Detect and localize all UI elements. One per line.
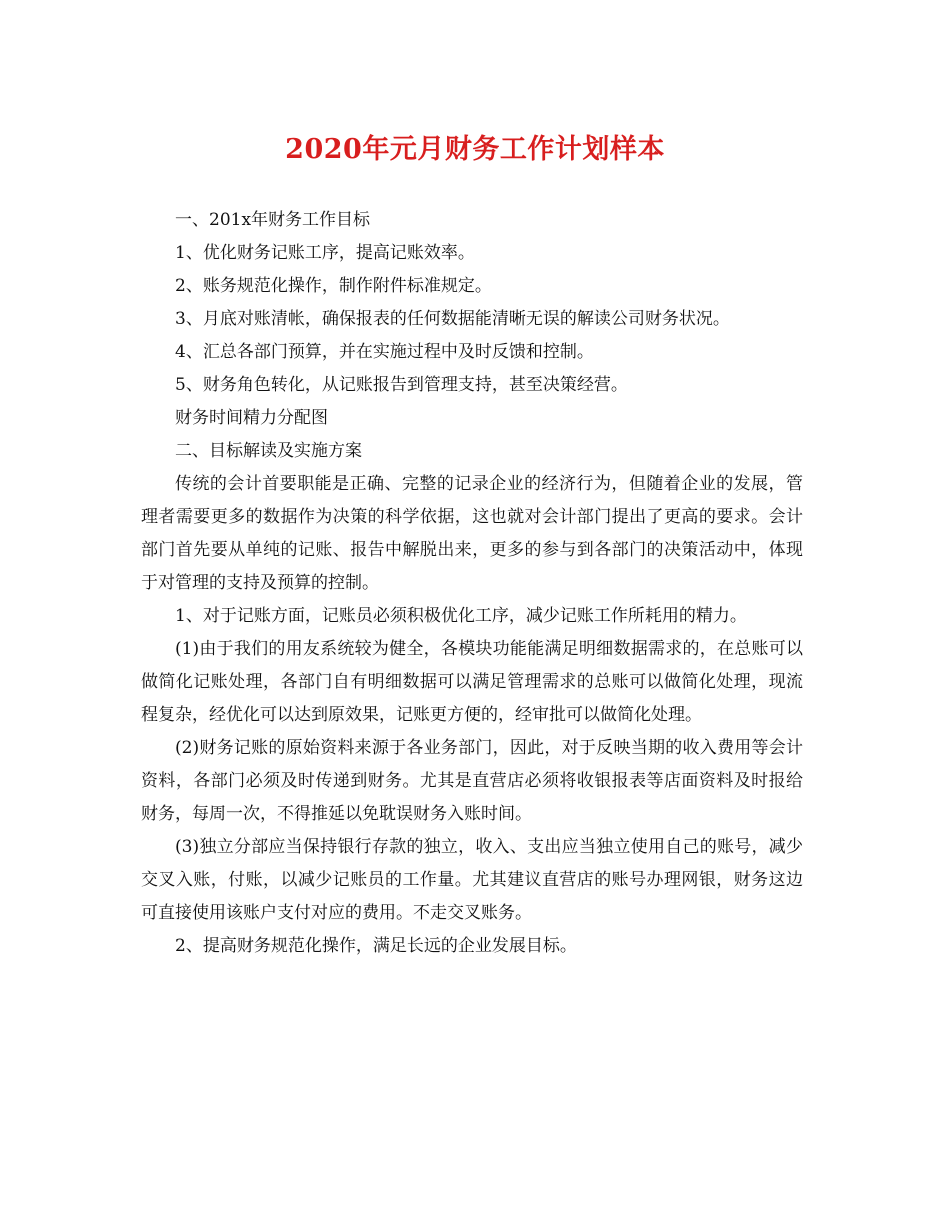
plan-subitem-2: (2)财务记账的原始资料来源于各业务部门，因此，对于反映当期的收入费用等会计资料，各部门必须及时传递到财务。尤其是直营店必须将收银报表等店面资料及时报给财务，每周一次，不得推延以免耽误财务入账时间。 <box>141 738 803 824</box>
intro-paragraph: 传统的会计首要职能是正确、完整的记录企业的经济行为，但随着企业的发展，管理者需要更多的数据作为决策的科学依据，这也就对会计部门提出了更高的要求。会计部门首先要从单纯的记账、报告中解脱出来，更多的参与到各部门的决策活动中，体现于对管理的支持及预算的控制。 <box>141 474 803 593</box>
section-heading-plan: 二、目标解读及实施方案 <box>175 441 362 461</box>
goal-item-3: 3、月底对账清帐，确保报表的任何数据能清晰无误的解读公司财务状况。 <box>175 309 730 329</box>
document-title: 2020年元月财务工作计划样本 <box>285 134 665 165</box>
goal-item-1: 1、优化财务记账工序，提高记账效率。 <box>175 243 475 263</box>
plan-subitem-1: (1)由于我们的用友系统较为健全，各模块功能能满足明细数据需求的，在总账可以做简化记账处理，各部门自有明细数据可以满足管理需求的总账可以做简化处理，现流程复杂，经优化可以达到原效果，记账更方便的，经审批可以做简化处理。 <box>141 639 803 725</box>
goal-item-5: 5、财务角色转化，从记账报告到管理支持，甚至决策经营。 <box>175 375 628 395</box>
document-body <box>141 204 803 963</box>
plan-item-2: 2、提高财务规范化操作，满足长远的企业发展目标。 <box>175 936 577 956</box>
goal-item-4: 4、汇总各部门预算，并在实施过程中及时反馈和控制。 <box>175 342 594 362</box>
section-heading-goals: 一、201x年财务工作目标 <box>175 210 371 230</box>
goal-item-2: 2、账务规范化操作，制作附件标准规定。 <box>175 276 492 296</box>
plan-item-1: 1、对于记账方面，记账员必须积极优化工序，减少记账工作所耗用的精力。 <box>175 606 747 626</box>
plan-subitem-3: (3)独立分部应当保持银行存款的独立，收入、支出应当独立使用自己的账号，减少交叉入账，付账，以减少记账员的工作量。尤其建议直营店的账号办理网银，财务这边可直接使用该账户支付对应的费用。不走交叉账务。 <box>141 837 803 923</box>
figure-caption: 财务时间精力分配图 <box>175 408 328 428</box>
